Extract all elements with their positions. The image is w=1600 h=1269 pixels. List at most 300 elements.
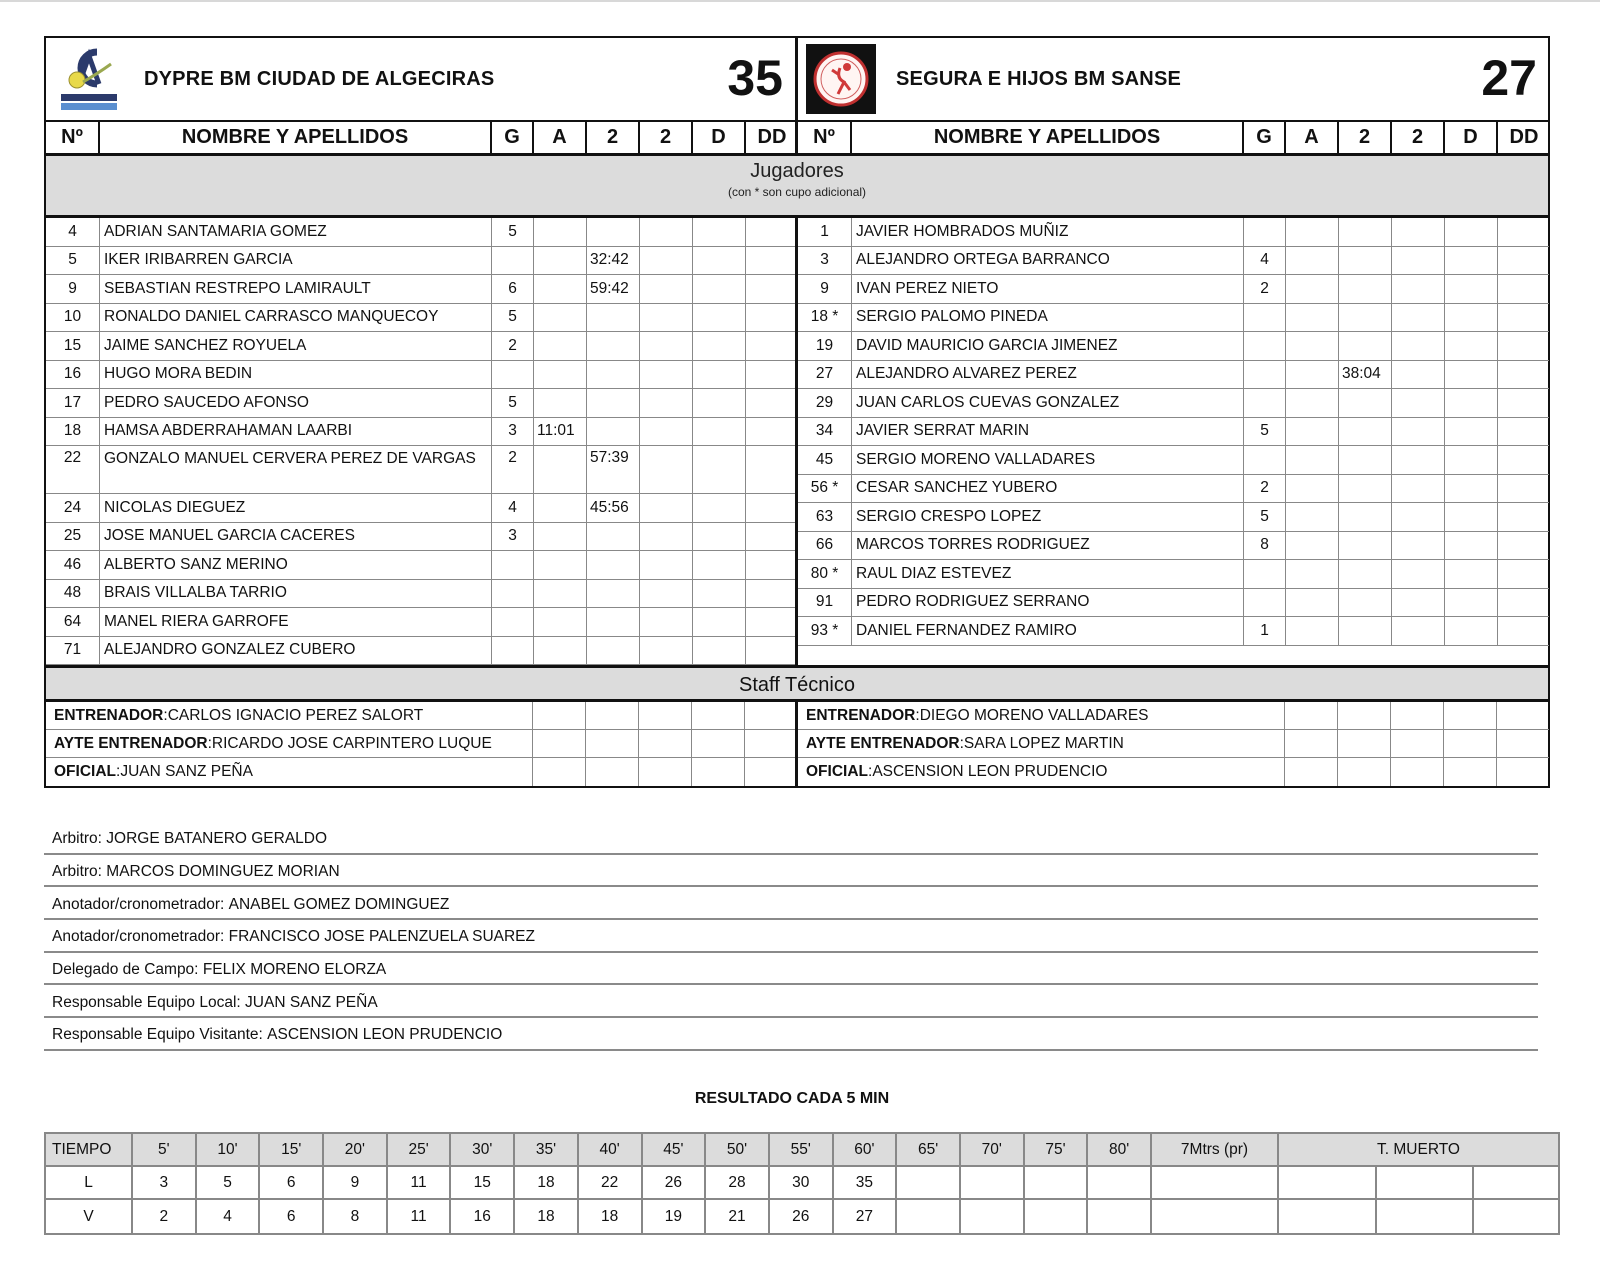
player-dd xyxy=(1498,218,1550,246)
official-name: FRANCISCO JOSE PALENZUELA SUAREZ xyxy=(228,928,535,946)
player-dd xyxy=(746,418,798,446)
home-team-panel xyxy=(46,38,798,156)
official-name: MARCOS DOMINGUEZ MORIAN xyxy=(106,863,340,881)
player-exclusion-1: 57:39 xyxy=(587,446,640,493)
staff-cell xyxy=(1497,702,1549,729)
player-warning xyxy=(1286,332,1339,360)
top-divider xyxy=(0,0,1600,2)
results-header-row xyxy=(46,1134,1558,1167)
player-exclusion-2 xyxy=(640,304,693,332)
player-row xyxy=(46,494,795,523)
player-name: CESAR SANCHEZ YUBERO xyxy=(852,475,1244,503)
player-exclusion-2 xyxy=(1392,617,1445,645)
player-number: 17 xyxy=(46,389,100,417)
player-exclusion-2 xyxy=(1392,304,1445,332)
player-row xyxy=(46,446,795,494)
col-exclusion-1: 2 xyxy=(587,122,640,153)
away-score: 27 xyxy=(1481,50,1537,106)
player-name: HAMSA ABDERRAHAMAN LAARBI xyxy=(100,418,492,446)
player-number: 29 xyxy=(798,389,852,417)
player-number: 19 xyxy=(798,332,852,360)
player-disqualification xyxy=(693,332,746,360)
player-exclusion-2 xyxy=(1392,589,1445,617)
player-exclusion-1: 38:04 xyxy=(1339,361,1392,389)
staff-rows xyxy=(46,702,1548,786)
player-dd xyxy=(746,304,798,332)
player-exclusion-1: 59:42 xyxy=(587,275,640,303)
player-goals xyxy=(492,637,534,665)
home-column-headers xyxy=(46,122,795,156)
player-goals: 6 xyxy=(492,275,534,303)
player-warning xyxy=(1286,218,1339,246)
player-row xyxy=(46,637,795,666)
player-name: GONZALO MANUEL CERVERA PEREZ DE VARGAS xyxy=(100,446,492,493)
official-name: ASCENSION LEON PRUDENCIO xyxy=(267,1026,503,1044)
player-goals: 5 xyxy=(492,389,534,417)
player-number: 80 * xyxy=(798,560,852,588)
results-score-cell: 16 xyxy=(451,1200,515,1233)
player-dd xyxy=(1498,247,1550,275)
player-disqualification xyxy=(693,551,746,579)
player-row xyxy=(46,418,795,447)
staff-cell xyxy=(533,702,586,729)
results-score-cell: 27 xyxy=(834,1200,898,1233)
player-goals xyxy=(1244,589,1286,617)
player-name: ADRIAN SANTAMARIA GOMEZ xyxy=(100,218,492,246)
official-name: JORGE BATANERO GERALDO xyxy=(106,830,328,848)
results-score-cell: 18 xyxy=(515,1200,579,1233)
player-row xyxy=(798,418,1549,447)
player-exclusion-1 xyxy=(1339,332,1392,360)
results-score-cell: 15 xyxy=(451,1167,515,1198)
player-goals xyxy=(1244,332,1286,360)
results-timeout-cell xyxy=(1474,1167,1558,1198)
player-goals: 8 xyxy=(1244,532,1286,560)
player-name: JAVIER HOMBRADOS MUÑIZ xyxy=(852,218,1244,246)
results-minute-header: 50' xyxy=(706,1134,770,1165)
player-warning xyxy=(534,523,587,551)
player-exclusion-2 xyxy=(640,446,693,493)
player-row xyxy=(798,503,1549,532)
staff-role: ENTRENADOR xyxy=(806,706,916,724)
player-dd xyxy=(746,580,798,608)
player-goals: 5 xyxy=(492,304,534,332)
match-officials-list xyxy=(44,822,1538,1051)
player-name: IVAN PEREZ NIETO xyxy=(852,275,1244,303)
player-goals: 3 xyxy=(492,523,534,551)
staff-separator: : xyxy=(959,734,964,752)
staff-cell xyxy=(1285,702,1338,729)
staff-cell xyxy=(533,730,586,757)
away-team-name: SEGURA E HIJOS BM SANSE xyxy=(896,67,1182,90)
player-warning xyxy=(1286,304,1339,332)
player-row xyxy=(46,523,795,552)
player-exclusion-1 xyxy=(587,332,640,360)
player-disqualification xyxy=(1445,475,1498,503)
player-dd xyxy=(1498,389,1550,417)
results-minute-header: 40' xyxy=(579,1134,643,1165)
staff-section-title: Staff Técnico xyxy=(739,674,855,696)
player-disqualification xyxy=(1445,418,1498,446)
player-exclusion-1 xyxy=(1339,275,1392,303)
staff-cell xyxy=(639,730,692,757)
player-warning xyxy=(534,218,587,246)
home-score: 35 xyxy=(727,50,783,106)
player-exclusion-2 xyxy=(1392,361,1445,389)
players-rows xyxy=(46,218,1548,665)
results-minute-header: 45' xyxy=(643,1134,707,1165)
col-disqualification: D xyxy=(1445,122,1498,153)
player-goals: 3 xyxy=(492,418,534,446)
player-warning xyxy=(1286,475,1339,503)
player-dd xyxy=(746,361,798,389)
player-exclusion-1 xyxy=(587,523,640,551)
player-number: 10 xyxy=(46,304,100,332)
player-exclusion-2 xyxy=(640,332,693,360)
staff-row xyxy=(798,702,1549,730)
player-number: 16 xyxy=(46,361,100,389)
player-name: MARCOS TORRES RODRIGUEZ xyxy=(852,532,1244,560)
player-warning xyxy=(1286,560,1339,588)
player-name: BRAIS VILLALBA TARRIO xyxy=(100,580,492,608)
staff-section-header xyxy=(46,665,1548,702)
player-exclusion-1 xyxy=(587,551,640,579)
results-score-cell: 6 xyxy=(260,1167,324,1198)
player-number: 4 xyxy=(46,218,100,246)
player-dd xyxy=(1498,560,1550,588)
player-row xyxy=(46,247,795,276)
player-row xyxy=(798,589,1549,618)
player-exclusion-2 xyxy=(640,637,693,665)
staff-row xyxy=(46,702,795,730)
staff-name: ASCENSION LEON PRUDENCIO xyxy=(872,763,1108,780)
results-team-label: V xyxy=(46,1200,133,1233)
col-goals: G xyxy=(1244,122,1286,153)
results-minute-header: 75' xyxy=(1025,1134,1089,1165)
official-role: Responsable Equipo Local: xyxy=(52,993,241,1011)
home-staff-list xyxy=(46,702,798,786)
player-exclusion-1 xyxy=(1339,446,1392,474)
results-minute-header: 10' xyxy=(197,1134,261,1165)
player-row xyxy=(798,446,1549,475)
player-number: 66 xyxy=(798,532,852,560)
player-warning xyxy=(1286,361,1339,389)
player-exclusion-1 xyxy=(587,361,640,389)
results-7m-cell xyxy=(1152,1200,1279,1233)
official-name: FELIX MORENO ELORZA xyxy=(202,961,387,979)
results-minute-header: 65' xyxy=(897,1134,961,1165)
player-goals: 4 xyxy=(492,494,534,522)
player-disqualification xyxy=(693,580,746,608)
player-exclusion-2 xyxy=(640,551,693,579)
player-dd xyxy=(1498,503,1550,531)
staff-cell xyxy=(692,702,745,729)
club-balonmano-sanse-logo-icon xyxy=(806,44,876,114)
player-disqualification xyxy=(1445,389,1498,417)
player-dd xyxy=(746,494,798,522)
player-row xyxy=(798,332,1549,361)
official-role: Arbitro: xyxy=(52,830,102,848)
staff-cell xyxy=(692,758,745,786)
home-team-header xyxy=(46,38,795,122)
player-row xyxy=(798,389,1549,418)
player-exclusion-1 xyxy=(1339,304,1392,332)
staff-name: CARLOS IGNACIO PEREZ SALORT xyxy=(167,706,424,724)
player-warning xyxy=(534,637,587,665)
results-score-cell: 28 xyxy=(706,1167,770,1198)
away-players-list xyxy=(798,218,1549,665)
player-exclusion-2 xyxy=(1392,275,1445,303)
player-warning xyxy=(1286,389,1339,417)
player-number: 9 xyxy=(46,275,100,303)
player-disqualification xyxy=(693,523,746,551)
player-name: JAVIER SERRAT MARIN xyxy=(852,418,1244,446)
player-dd xyxy=(1498,589,1550,617)
player-goals xyxy=(1244,446,1286,474)
player-disqualification xyxy=(1445,617,1498,645)
player-exclusion-2 xyxy=(640,494,693,522)
player-number: 45 xyxy=(798,446,852,474)
player-exclusion-2 xyxy=(640,418,693,446)
player-name: DANIEL FERNANDEZ RAMIRO xyxy=(852,617,1244,645)
staff-entry xyxy=(46,702,533,729)
player-dd xyxy=(746,523,798,551)
staff-entry xyxy=(46,730,533,757)
player-warning xyxy=(534,580,587,608)
player-exclusion-2 xyxy=(640,218,693,246)
player-row xyxy=(798,304,1549,333)
player-exclusion-2 xyxy=(1392,418,1445,446)
player-disqualification xyxy=(693,494,746,522)
player-exclusion-2 xyxy=(640,389,693,417)
player-name: JUAN CARLOS CUEVAS GONZALEZ xyxy=(852,389,1244,417)
official-role: Arbitro: xyxy=(52,863,102,881)
player-warning xyxy=(534,247,587,275)
player-exclusion-1: 32:42 xyxy=(587,247,640,275)
player-exclusion-2 xyxy=(640,580,693,608)
player-warning xyxy=(1286,617,1339,645)
player-warning xyxy=(534,389,587,417)
away-staff-list xyxy=(798,702,1549,786)
staff-row xyxy=(46,730,795,758)
staff-cell xyxy=(1497,758,1549,786)
balonmano-algeciras-logo-icon xyxy=(54,44,124,114)
player-warning xyxy=(534,275,587,303)
player-goals: 5 xyxy=(1244,503,1286,531)
player-exclusion-1 xyxy=(1339,218,1392,246)
player-exclusion-2 xyxy=(640,608,693,636)
staff-cell xyxy=(1391,702,1444,729)
player-row xyxy=(46,580,795,609)
staff-separator: : xyxy=(163,706,168,724)
player-warning xyxy=(1286,589,1339,617)
player-exclusion-2 xyxy=(640,523,693,551)
player-goals xyxy=(492,551,534,579)
player-disqualification xyxy=(1445,446,1498,474)
player-disqualification xyxy=(1445,532,1498,560)
results-score-cell: 21 xyxy=(706,1200,770,1233)
away-column-headers xyxy=(798,122,1549,156)
staff-cell xyxy=(1497,730,1549,757)
staff-cell xyxy=(1338,730,1391,757)
staff-cell xyxy=(586,730,639,757)
col-number: Nº xyxy=(798,122,852,153)
player-disqualification xyxy=(693,418,746,446)
player-exclusion-1 xyxy=(1339,418,1392,446)
player-exclusion-1 xyxy=(1339,560,1392,588)
player-disqualification xyxy=(693,218,746,246)
results-minute-header: 60' xyxy=(834,1134,898,1165)
staff-entry xyxy=(46,758,533,786)
player-exclusion-2 xyxy=(1392,218,1445,246)
player-name: PEDRO RODRIGUEZ SERRANO xyxy=(852,589,1244,617)
player-dd xyxy=(746,247,798,275)
results-score-cell: 8 xyxy=(324,1200,388,1233)
results-score-cell: 26 xyxy=(643,1167,707,1198)
player-name: DAVID MAURICIO GARCIA JIMENEZ xyxy=(852,332,1244,360)
staff-separator: : xyxy=(868,763,873,780)
results-score-cell xyxy=(1088,1200,1152,1233)
players-section-note: (con * son cupo adicional) xyxy=(727,185,867,199)
staff-name: JUAN SANZ PEÑA xyxy=(120,763,253,780)
staff-cell xyxy=(639,702,692,729)
player-goals: 2 xyxy=(492,446,534,493)
staff-entry xyxy=(798,730,1285,757)
player-goals: 1 xyxy=(1244,617,1286,645)
official-role: Anotador/cronometrador: xyxy=(52,895,225,913)
results-score-cell: 11 xyxy=(388,1200,452,1233)
player-name: PEDRO SAUCEDO AFONSO xyxy=(100,389,492,417)
staff-row xyxy=(46,758,795,786)
player-name: IKER IRIBARREN GARCIA xyxy=(100,247,492,275)
col-number: Nº xyxy=(46,122,100,153)
player-dd xyxy=(1498,418,1550,446)
results-timeout-cell xyxy=(1279,1167,1377,1198)
player-exclusion-1 xyxy=(587,218,640,246)
results-score-cell xyxy=(897,1200,961,1233)
player-warning xyxy=(1286,446,1339,474)
player-exclusion-2 xyxy=(1392,475,1445,503)
player-disqualification xyxy=(693,361,746,389)
player-row xyxy=(46,361,795,390)
player-number: 64 xyxy=(46,608,100,636)
player-name: ALEJANDRO ORTEGA BARRANCO xyxy=(852,247,1244,275)
col-dd: DD xyxy=(1509,126,1539,148)
player-exclusion-2 xyxy=(640,361,693,389)
player-number: 18 xyxy=(46,418,100,446)
match-sheet xyxy=(44,36,1550,788)
player-row xyxy=(46,332,795,361)
player-row xyxy=(798,218,1549,247)
player-row xyxy=(798,560,1549,589)
player-dd xyxy=(746,637,798,665)
player-name: ALBERTO SANZ MERINO xyxy=(100,551,492,579)
results-score-cell: 18 xyxy=(515,1167,579,1198)
player-exclusion-2 xyxy=(1392,560,1445,588)
player-exclusion-1 xyxy=(1339,389,1392,417)
results-team-label: L xyxy=(46,1167,133,1198)
player-name: MANEL RIERA GARROFE xyxy=(100,608,492,636)
player-disqualification xyxy=(1445,218,1498,246)
home-players-list xyxy=(46,218,798,665)
staff-role: AYTE ENTRENADOR xyxy=(806,734,960,752)
player-number: 22 xyxy=(46,446,100,493)
staff-separator: : xyxy=(116,763,121,780)
player-dd xyxy=(746,608,798,636)
player-exclusion-1 xyxy=(1339,532,1392,560)
player-goals: 2 xyxy=(1244,475,1286,503)
staff-row xyxy=(798,758,1549,786)
official-role: Delegado de Campo: xyxy=(52,961,199,979)
home-team-name: DYPRE BM CIUDAD DE ALGECIRAS xyxy=(144,67,495,90)
player-dd xyxy=(746,551,798,579)
player-goals xyxy=(1244,560,1286,588)
player-row xyxy=(798,532,1549,561)
results-7m-header: 7Mtrs (pr) xyxy=(1152,1134,1279,1165)
results-timeout-cell xyxy=(1377,1200,1475,1233)
results-row xyxy=(46,1167,1558,1200)
staff-cell xyxy=(1444,702,1497,729)
player-number: 18 * xyxy=(798,304,852,332)
player-goals xyxy=(492,361,534,389)
player-name: NICOLAS DIEGUEZ xyxy=(100,494,492,522)
official-row xyxy=(44,822,1538,855)
player-number: 24 xyxy=(46,494,100,522)
results-score-cell: 9 xyxy=(324,1167,388,1198)
player-exclusion-2 xyxy=(1392,503,1445,531)
player-name: ALEJANDRO ALVAREZ PEREZ xyxy=(852,361,1244,389)
staff-row xyxy=(798,730,1549,758)
player-dd xyxy=(1498,532,1550,560)
official-row xyxy=(44,855,1538,888)
results-timeout-header: T. MUERTO xyxy=(1377,1140,1460,1158)
col-warning: A xyxy=(534,122,587,153)
player-exclusion-1 xyxy=(1339,503,1392,531)
player-row xyxy=(798,275,1549,304)
player-dd xyxy=(746,389,798,417)
player-dd xyxy=(746,332,798,360)
results-7m-cell xyxy=(1152,1167,1279,1198)
player-exclusion-1 xyxy=(1339,617,1392,645)
staff-cell xyxy=(745,702,797,729)
player-warning: 11:01 xyxy=(534,418,587,446)
player-warning xyxy=(1286,503,1339,531)
player-exclusion-1 xyxy=(1339,589,1392,617)
col-name: NOMBRE Y APELLIDOS xyxy=(100,122,492,153)
player-row xyxy=(798,247,1549,276)
player-name: HUGO MORA BEDIN xyxy=(100,361,492,389)
player-disqualification xyxy=(1445,503,1498,531)
player-disqualification xyxy=(693,304,746,332)
player-row xyxy=(798,475,1549,504)
player-goals: 4 xyxy=(1244,247,1286,275)
player-goals: 5 xyxy=(492,218,534,246)
staff-separator: : xyxy=(915,706,920,724)
player-exclusion-1 xyxy=(587,637,640,665)
player-warning xyxy=(1286,532,1339,560)
results-timeout-cell xyxy=(1474,1200,1558,1233)
player-name: RAUL DIAZ ESTEVEZ xyxy=(852,560,1244,588)
player-warning xyxy=(534,446,587,493)
staff-cell xyxy=(1391,730,1444,757)
player-row xyxy=(46,275,795,304)
player-disqualification xyxy=(693,446,746,493)
player-name: JAIME SANCHEZ ROYUELA xyxy=(100,332,492,360)
players-section-header xyxy=(46,156,1548,218)
col-exclusion-1: 2 xyxy=(1339,122,1392,153)
player-disqualification xyxy=(1445,589,1498,617)
player-exclusion-1 xyxy=(1339,475,1392,503)
